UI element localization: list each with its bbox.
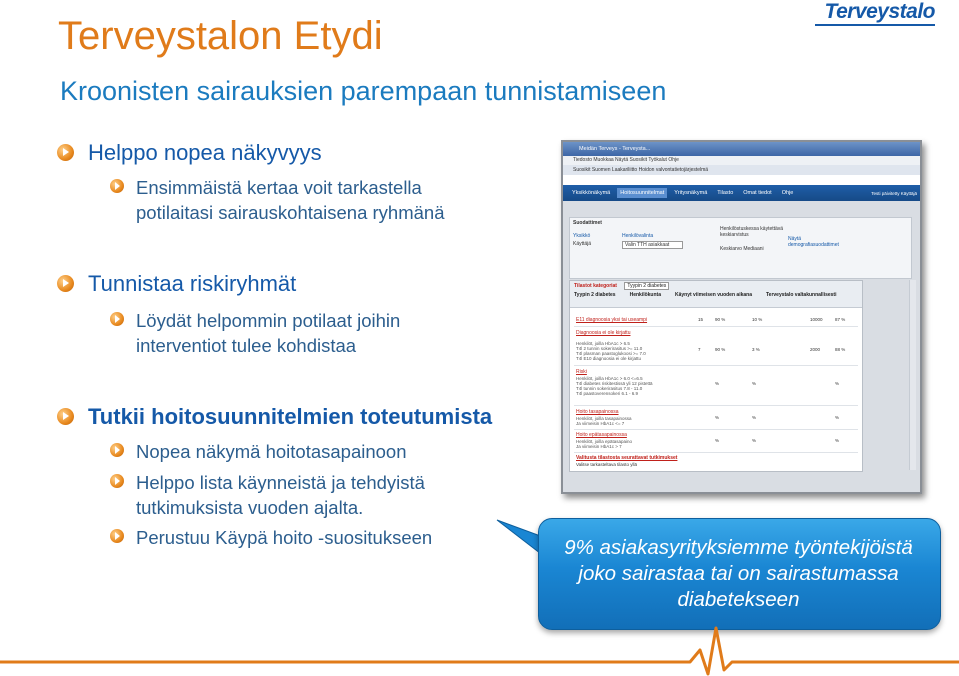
col-header: Käynyt viimeisen vuoden aikana <box>675 292 752 298</box>
filter-hp-label: Henkilöstuskessa käytettävä keskiarvistus <box>720 226 784 238</box>
callout-line: joko sairastaa tai on sairastumassa <box>578 562 899 585</box>
filter-average-options: Keskiarvo Mediaani <box>720 246 764 252</box>
table-row: Hoito epätasapainossa <box>576 432 627 438</box>
terveystalo-logo: Terveystalo <box>824 0 935 23</box>
table-row: Riski <box>576 369 587 375</box>
nav-tab-yritys: Yritysnäkymä <box>674 190 708 196</box>
table-cell: % <box>835 438 840 443</box>
table-cell: % <box>752 381 757 386</box>
table-cell: % <box>752 415 757 420</box>
filter-person-label: Henkilövalinta <box>622 233 654 239</box>
table-cell: % <box>752 438 757 443</box>
table-cell: 87 % <box>835 317 846 322</box>
list-item-text: Perustuu Käypä hoito -suositukseen <box>136 527 433 548</box>
list-item-text: Löydät helpommin potilaat joihin <box>136 310 401 331</box>
table-cell: 90 % <box>715 347 726 352</box>
browser-menubar: Tiedosto Muokkaa Näytä Suosikit Työkalut Ohje <box>563 156 920 165</box>
col-header: Terveystalo valtakunnallisesti <box>765 292 837 298</box>
list-item-text: Helppo lista käynneistä ja tehdyistä <box>136 472 425 493</box>
footer-sub: Valitse tarkasteltava tilasto yllä <box>576 462 637 467</box>
callout-line: 9% asiakasyrityksiemme työntekijöistä <box>564 536 913 559</box>
list-item-text: interventiot tulee kohdistaa <box>136 335 357 356</box>
filter-unit: Yksikkö <box>573 233 591 239</box>
nav-tab-yksikko: Yksikkönäkymä <box>572 190 611 196</box>
table-row: Hoito tasapainossa <box>576 409 619 415</box>
list-item-text: Nopea näkymä hoitotasapainoon <box>136 441 407 462</box>
nav-tab-omat-tiedot: Omat tiedot <box>743 190 772 196</box>
footer-link: Valitusta tilastosta seurattavat tutkimukset <box>576 455 678 461</box>
table-cell: % <box>835 381 840 386</box>
ecg-heartbeat-line <box>0 620 959 676</box>
table-row: Diagnoosia ei ole kirjattu <box>576 330 631 336</box>
table-cell: % <box>715 381 720 386</box>
section-heading-text: Tutkii hoitosuunnitelmien toteutumista <box>88 404 493 429</box>
section-heading-text: Tunnistaa riskiryhmät <box>88 271 297 296</box>
list-item-text: potilaitasi sairauskohtaisena ryhmänä <box>136 202 445 223</box>
page-subtitle: Kroonisten sairauksien parempaan tunnistamiseen <box>60 76 667 106</box>
col-header: Henkilökunta <box>629 292 661 298</box>
col-header: Tyypin 2 diabetes <box>574 292 616 298</box>
statistics-table: Tilastot kategoriat Tyypin 2 diabetes Tyypin 2 diabetes Henkilökunta Käynyt viimeisen vuoden aikana Terveystalo valtakunnallisesti E11 diagnoosia yksi tai useampi 15 90 % 10 % 10000 87 % Diagnoosia ei ole kirjattu Henkilöt, joilla HbA1c > 6.5 T4l 2 tunnin sokerirasitus >= 11.0 T4l plasman paastoglukoosi >= 7.0 T4l E10 diagnoosia ei ole kirjattu 7 90 % 3 % 2000 88 % Riski Henkilöt, joilla HbA1c > 6.0 <=6.5 T4l diabetes riskitestissä yli 12 pistettä T4l tunnin sokerirasitus 7.8 - 11.0 T4l paastoverensokeri 6.1 - 6.9 % % % Hoito tasapainossa Henkilöt, joilla tasapainossa Ja viimeisin HbA1c <= 7 % % % Hoito epätasapainossa Henkilöt, joilla epätasapaino Ja viimeisin HbA1c > 7 % % % Valitusta tilastosta seurattavat tutkimukset Valitse tarkasteltava tilasto yllä <box>569 280 863 472</box>
table-cell: 10000 <box>810 317 823 322</box>
category-select: Tyypin 2 diabetes <box>624 282 669 290</box>
table-cell: 2000 <box>810 347 821 352</box>
callout-line: diabetekseen <box>677 588 800 611</box>
table-cell: 10 % <box>752 317 763 322</box>
page-title: Terveystalon Etydi <box>58 14 383 58</box>
filter-title: Suodattimet <box>573 220 602 226</box>
nav-tab-hoitosuunnitelmat: Hoitosuunnitelmat <box>617 188 667 198</box>
nav-tab-ohje: Ohje <box>781 190 794 196</box>
filter-demographics-link: Näytä demografiasuodattimet <box>788 236 839 248</box>
section-heading-text: Helppo nopea näkyvyys <box>88 140 322 165</box>
category-label: Tilastot kategoriat <box>574 283 617 289</box>
table-cell: % <box>715 438 720 443</box>
nav-user-info: Testi päivitetty Käyttäjä <box>871 190 917 196</box>
table-cell: 90 % <box>715 317 726 322</box>
list-item-text: tutkimuksista vuoden ajalta. <box>136 497 364 518</box>
table-cell: 3 % <box>752 347 760 352</box>
callout-text <box>538 535 939 613</box>
filter-user: Käyttäjä <box>573 241 592 247</box>
list-item-text: Ensimmäistä kertaa voit tarkastella <box>136 177 422 198</box>
table-cell: % <box>715 415 720 420</box>
table-row: E11 diagnoosia yksi tai useampi <box>576 317 648 323</box>
browser-favorites-bar: Suosikit Suomen Laakariliitto Hoidon valvontatietojärjestelmä <box>563 165 920 175</box>
table-cell: % <box>835 415 840 420</box>
table-cell: 88 % <box>835 347 846 352</box>
table-cell: 15 <box>698 317 704 322</box>
filter-person-select: Valin TTH asiakkaat <box>622 241 683 249</box>
browser-titlebar: Meidän Terveys - Terveysta... <box>563 142 920 156</box>
nav-tab-tilasto: Tilasto <box>717 190 734 196</box>
table-cell: 7 <box>698 347 701 352</box>
